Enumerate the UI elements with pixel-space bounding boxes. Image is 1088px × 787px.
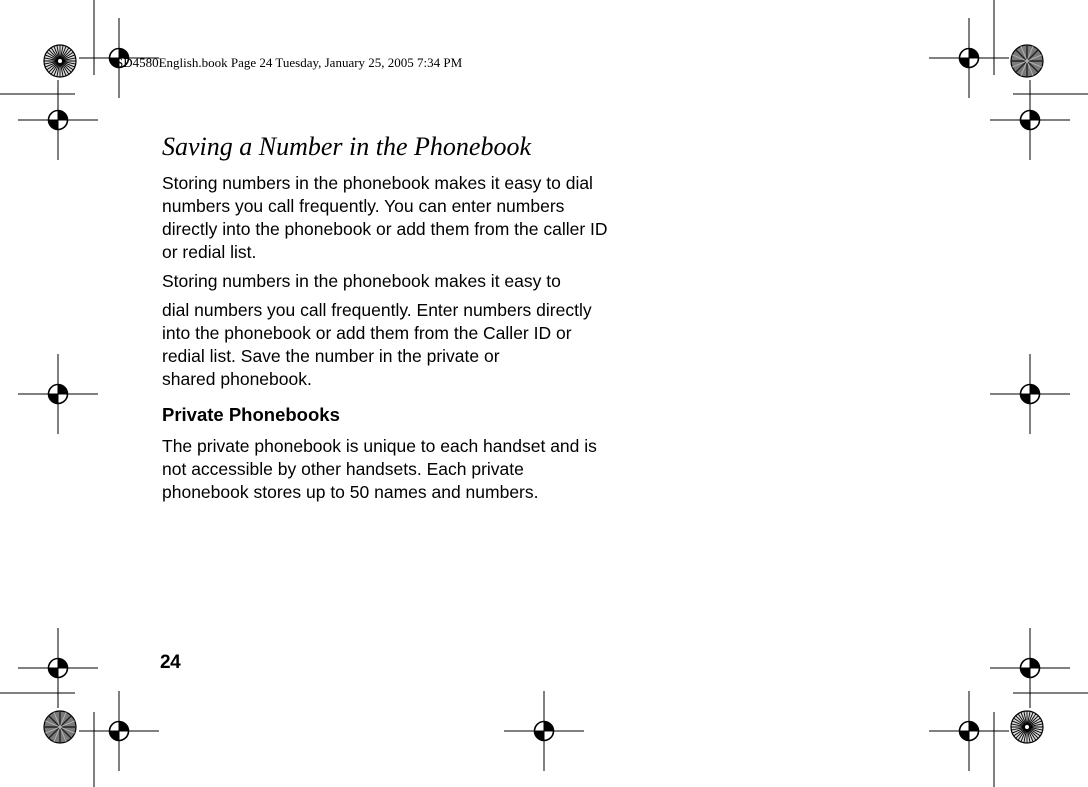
paragraph-line: shared phonebook. — [162, 369, 312, 389]
intro-paragraph — [162, 172, 608, 264]
registration-mark-left-upper — [18, 80, 98, 160]
registration-mark-bottom-right — [929, 691, 1009, 771]
paragraph-line: Storing numbers in the phonebook makes it easy to — [162, 271, 561, 291]
registration-mark-top-right — [929, 18, 1009, 98]
paragraph-line: directly into the phonebook or add them from the caller ID — [162, 219, 608, 239]
starburst-top-right — [1011, 45, 1043, 77]
storing-paragraph — [162, 299, 592, 391]
starburst-bottom-left — [44, 711, 76, 743]
registration-mark-right-lower — [990, 628, 1070, 708]
paragraph-line: or redial list. — [162, 242, 257, 262]
registration-mark-right-upper — [990, 80, 1070, 160]
paragraph-line: numbers you call frequently. You can enter numbers — [162, 196, 565, 216]
paragraph-line: Storing numbers in the phonebook makes it easy to dial — [162, 173, 593, 193]
registration-mark-right-middle — [990, 354, 1070, 434]
file-info-header: SD4580English.book Page 24 Tuesday, January 25, 2005 7:34 PM — [116, 55, 463, 70]
paragraph-line: dial numbers you call frequently. Enter numbers directly — [162, 300, 592, 320]
private-phonebooks-paragraph — [162, 435, 597, 504]
registration-mark-left-middle — [18, 354, 98, 434]
registration-mark-bottom-left — [79, 691, 159, 771]
paragraph-line: redial list. Save the number in the private or — [162, 346, 500, 366]
starburst-bottom-right — [1011, 711, 1043, 743]
private-phonebooks-heading: Private Phonebooks — [162, 404, 340, 425]
paragraph-line: not accessible by other handsets. Each private — [162, 459, 524, 479]
repeated-paragraph — [162, 270, 561, 293]
page-number: 24 — [160, 652, 181, 673]
paragraph-line: phonebook stores up to 50 names and numbers. — [162, 482, 539, 502]
section-title: Saving a Number in the Phonebook — [162, 132, 531, 161]
paragraph-line: into the phonebook or add them from the Caller ID or — [162, 323, 572, 343]
paragraph-line: The private phonebook is unique to each handset and is — [162, 436, 597, 456]
registration-mark-left-lower — [18, 628, 98, 708]
starburst-top-left — [44, 45, 76, 77]
registration-mark-bottom-center — [504, 691, 584, 771]
